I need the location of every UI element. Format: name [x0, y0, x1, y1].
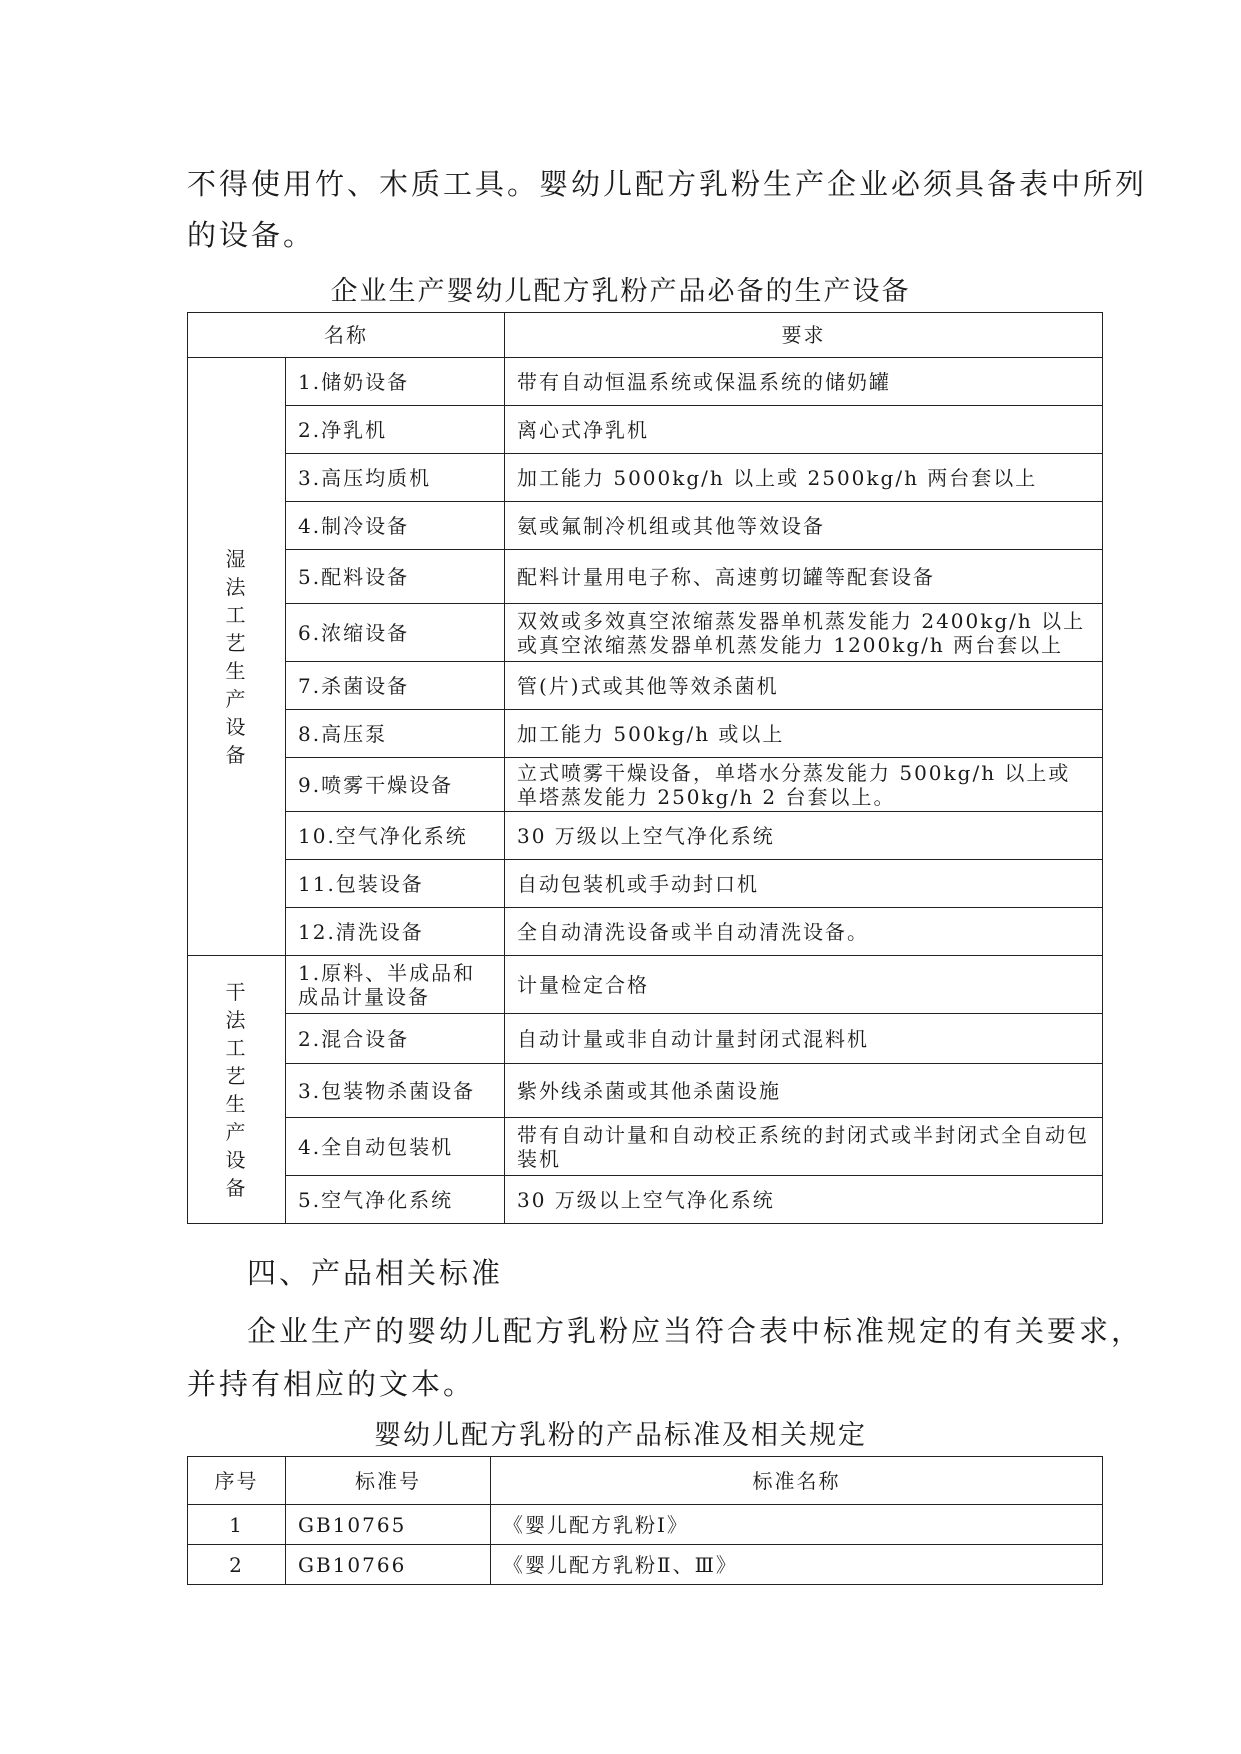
section-4-para-line-2: 并持有相应的文本。 — [187, 1367, 476, 1401]
equipment-row — [188, 956, 1103, 1014]
standards-row — [188, 1505, 1103, 1545]
equipment-row — [188, 860, 1103, 908]
header-requirement: 要求 — [505, 313, 1103, 358]
equipment-requirement: 氨或氟制冷机组或其他等效设备 — [505, 502, 1103, 550]
equipment-requirement: 紫外线杀菌或其他杀菌设施 — [505, 1064, 1103, 1118]
equipment-requirement: 加工能力 500kg/h 或以上 — [505, 710, 1103, 758]
standards-row — [188, 1545, 1103, 1585]
equipment-requirement: 离心式净乳机 — [505, 406, 1103, 454]
equipment-row — [188, 1176, 1103, 1224]
standards-table-header — [188, 1457, 1103, 1505]
equipment-name: 6.浓缩设备 — [286, 604, 505, 662]
header-no: 序号 — [188, 1457, 286, 1505]
equipment-requirement: 管(片)式或其他等效杀菌机 — [505, 662, 1103, 710]
equipment-name: 2.混合设备 — [286, 1014, 505, 1064]
intro-line-1: 不得使用竹、木质工具。婴幼儿配方乳粉生产企业必须具备表中所列 — [187, 167, 1148, 201]
equipment-requirement: 计量检定合格 — [505, 956, 1103, 1014]
equipment-name: 3.包装物杀菌设备 — [286, 1064, 505, 1118]
standards-table-caption: 婴幼儿配方乳粉的产品标准及相关规定 — [374, 1420, 867, 1451]
header-name: 名称 — [188, 313, 505, 358]
standard-title: 《婴儿配方乳粉Ⅰ》 — [491, 1505, 1103, 1545]
equipment-requirement: 带有自动计量和自动校正系统的封闭式或半封闭式全自动包装机 — [505, 1118, 1103, 1176]
section-4-para-line-1: 企业生产的婴幼儿配方乳粉应当符合表中标准规定的有关要求， — [247, 1314, 1144, 1348]
equipment-name: 3.高压均质机 — [286, 454, 505, 502]
equipment-requirement: 自动包装机或手动封口机 — [505, 860, 1103, 908]
equipment-row — [188, 710, 1103, 758]
equipment-name: 5.配料设备 — [286, 550, 505, 604]
equipment-requirement: 30 万级以上空气净化系统 — [505, 1176, 1103, 1224]
equipment-name: 5.空气净化系统 — [286, 1176, 505, 1224]
equipment-name: 8.高压泵 — [286, 710, 505, 758]
equipment-name: 10.空气净化系统 — [286, 812, 505, 860]
equipment-requirement: 双效或多效真空浓缩蒸发器单机蒸发能力 2400kg/h 以上或真空浓缩蒸发器单机蒸发能力 1200kg/h 两台套以上 — [505, 604, 1103, 662]
group-label — [188, 956, 286, 1224]
group-label-text: 湿法工艺生产设备 — [225, 546, 248, 767]
header-title: 标准名称 — [491, 1457, 1103, 1505]
section-4-heading: 四、产品相关标准 — [247, 1256, 504, 1290]
equipment-name: 4.制冷设备 — [286, 502, 505, 550]
standard-title: 《婴儿配方乳粉Ⅱ、Ⅲ》 — [491, 1545, 1103, 1585]
equipment-requirement: 自动计量或非自动计量封闭式混料机 — [505, 1014, 1103, 1064]
equipment-row — [188, 1064, 1103, 1118]
equipment-name: 2.净乳机 — [286, 406, 505, 454]
equipment-row — [188, 758, 1103, 812]
equipment-name: 9.喷雾干燥设备 — [286, 758, 505, 812]
equipment-row — [188, 550, 1103, 604]
equipment-requirement: 配料计量用电子称、高速剪切罐等配套设备 — [505, 550, 1103, 604]
group-label — [188, 358, 286, 956]
equipment-name: 1.储奶设备 — [286, 358, 505, 406]
equipment-table-header — [188, 313, 1103, 358]
equipment-row — [188, 662, 1103, 710]
equipment-requirement: 立式喷雾干燥设备，单塔水分蒸发能力 500kg/h 以上或单塔蒸发能力 250kg/h 2 台套以上。 — [505, 758, 1103, 812]
intro-line-2: 的设备。 — [187, 218, 316, 252]
equipment-requirement: 带有自动恒温系统或保温系统的储奶罐 — [505, 358, 1103, 406]
equipment-name: 1.原料、半成品和成品计量设备 — [286, 956, 505, 1014]
equipment-row — [188, 454, 1103, 502]
equipment-table — [187, 312, 1103, 1224]
equipment-row — [188, 358, 1103, 406]
equipment-row — [188, 502, 1103, 550]
standard-no: 1 — [188, 1505, 286, 1545]
standard-no: 2 — [188, 1545, 286, 1585]
equipment-name: 12.清洗设备 — [286, 908, 505, 956]
equipment-table-caption: 企业生产婴幼儿配方乳粉产品必备的生产设备 — [330, 276, 911, 307]
equipment-row — [188, 1014, 1103, 1064]
group-label-text: 干法工艺生产设备 — [225, 979, 248, 1200]
standard-code: GB10765 — [286, 1505, 491, 1545]
equipment-requirement: 30 万级以上空气净化系统 — [505, 812, 1103, 860]
equipment-requirement: 加工能力 5000kg/h 以上或 2500kg/h 两台套以上 — [505, 454, 1103, 502]
standard-code: GB10766 — [286, 1545, 491, 1585]
equipment-row — [188, 1118, 1103, 1176]
equipment-name: 11.包装设备 — [286, 860, 505, 908]
standards-table — [187, 1456, 1103, 1585]
equipment-row — [188, 812, 1103, 860]
equipment-name: 4.全自动包装机 — [286, 1118, 505, 1176]
equipment-row — [188, 604, 1103, 662]
equipment-row — [188, 406, 1103, 454]
equipment-row — [188, 908, 1103, 956]
header-code: 标准号 — [286, 1457, 491, 1505]
equipment-requirement: 全自动清洗设备或半自动清洗设备。 — [505, 908, 1103, 956]
equipment-name: 7.杀菌设备 — [286, 662, 505, 710]
